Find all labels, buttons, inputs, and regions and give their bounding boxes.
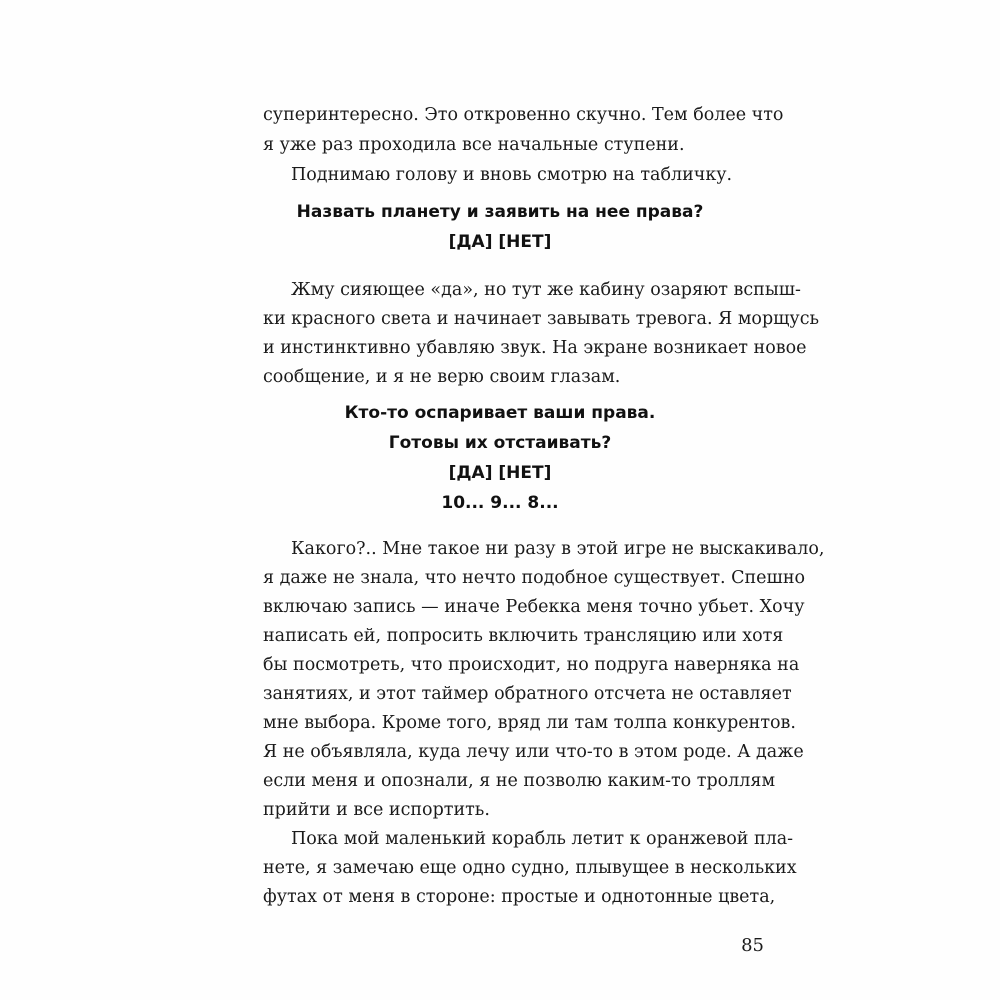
text-line: бы посмотреть, что происходит, но подруга наверняка на xyxy=(263,655,800,675)
game-prompt-heading: Назвать планету и заявить на нее права? xyxy=(296,202,704,222)
game-prompt-question: Готовы их отстаивать? xyxy=(388,433,612,453)
text-line: прийти и все испортить. xyxy=(263,800,490,820)
text-line: Жму сияющее «да», но тут же кабину озаряют вспыш- xyxy=(291,280,801,300)
text-line: футах от меня в стороне: простые и однотонные цвета, xyxy=(263,887,776,907)
text-line: Я не объявляла, куда лечу или что-то в этом роде. А даже xyxy=(263,742,804,762)
countdown-text: 10... 9... 8... xyxy=(441,493,559,513)
text-line: включаю запись — иначе Ребекка меня точно убьет. Хочу xyxy=(263,597,805,617)
text-line: нете, я замечаю еще одно судно, плывущее в нескольких xyxy=(263,858,797,878)
text-line: суперинтересно. Это откровенно скучно. Тем более что xyxy=(263,105,784,125)
text-line: если меня и опознали, я не позволю каким-то троллям xyxy=(263,771,776,791)
text-line: Поднимаю голову и вновь смотрю на табличку. xyxy=(291,165,733,185)
text-line: мне выбора. Кроме того, вряд ли там толпа конкурентов. xyxy=(263,713,796,733)
game-prompt-options: [ДА] [НЕТ] xyxy=(448,463,552,483)
text-line: я даже не знала, что нечто подобное существует. Спешно xyxy=(263,568,806,588)
page-number: 85 xyxy=(741,935,764,956)
text-line: я уже раз проходила все начальные ступени. xyxy=(263,135,685,155)
game-prompt-options: [ДА] [НЕТ] xyxy=(448,232,552,252)
text-line: сообщение, и я не верю своим глазам. xyxy=(263,367,621,387)
text-line: написать ей, попросить включить трансляцию или хотя xyxy=(263,626,784,646)
text-line: Какого?.. Мне такое ни разу в этой игре не выскакивало, xyxy=(291,539,825,559)
text-line: занятиях, и этот таймер обратного отсчета не оставляет xyxy=(263,684,792,704)
text-line: Пока мой маленький корабль летит к оранжевой пла- xyxy=(291,829,794,849)
text-line: и инстинктивно убавляю звук. На экране возникает новое xyxy=(263,338,807,358)
text-line: ки красного света и начинает завывать тревога. Я морщусь xyxy=(263,309,820,329)
game-prompt-heading: Кто-то оспаривает ваши права. xyxy=(344,403,656,423)
